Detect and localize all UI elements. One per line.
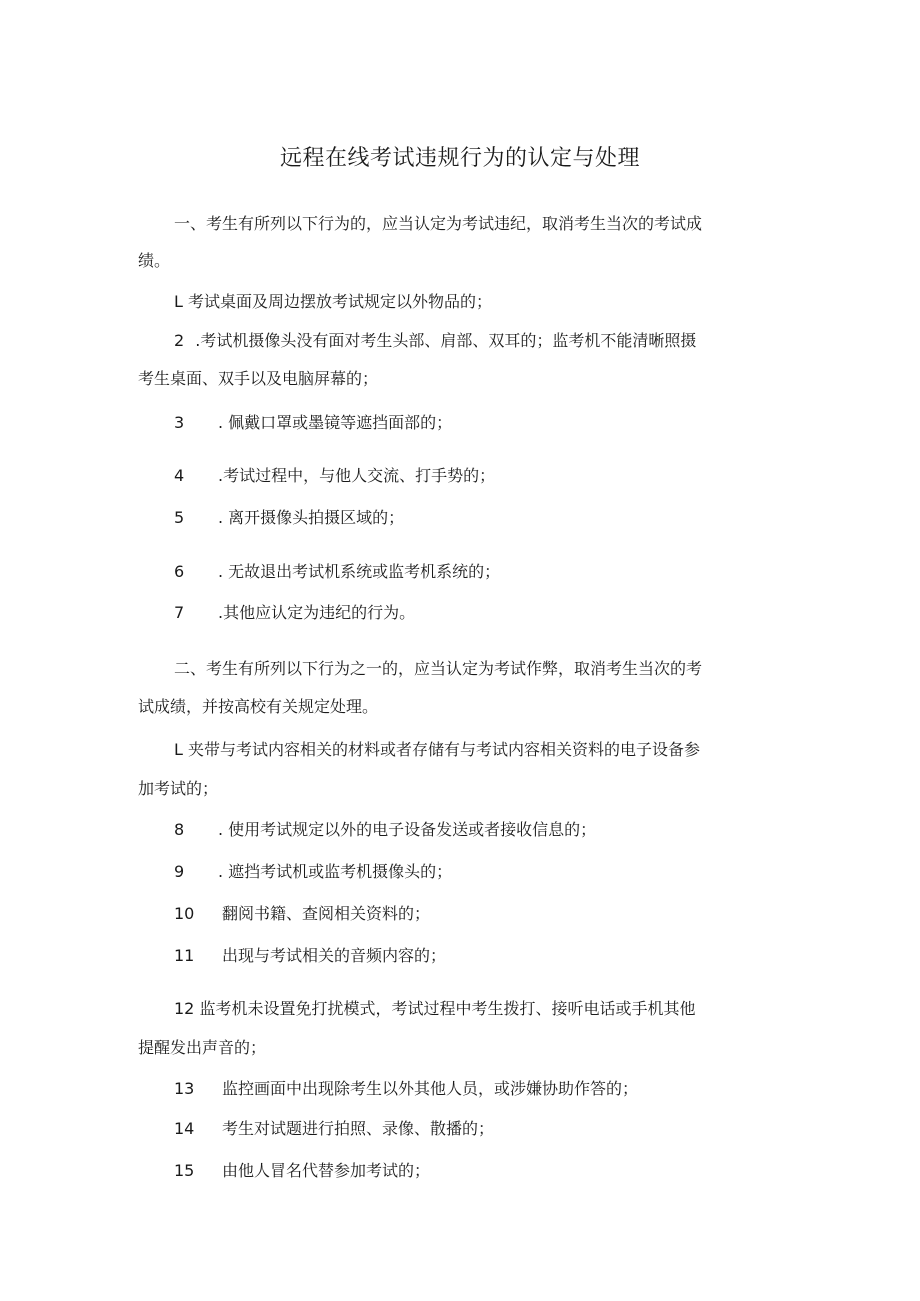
section1-item-2-continuation: 考生桌面、双手以及电脑屏幕的； bbox=[138, 369, 379, 388]
item-number: 10 bbox=[174, 904, 195, 923]
item-text: 监控画面中出现除考生以外其他人员，或涉嫌协助作答的； bbox=[222, 1079, 639, 1098]
item-text: .考试机摄像头没有面对考生头部、肩部、双耳的；监考机不能清晰照摄 bbox=[195, 331, 697, 350]
item-number: 7 bbox=[174, 603, 185, 622]
item-number: 6 bbox=[174, 562, 185, 581]
section2-item-1-continuation: 加考试的； bbox=[138, 779, 219, 798]
item-number: 8 bbox=[174, 820, 185, 839]
item-number: 12 bbox=[174, 999, 195, 1018]
section2-intro-line1: 二、考生有所列以下行为之一的，应当认定为考试作弊，取消考生当次的考 bbox=[174, 659, 703, 678]
item-number: 2 bbox=[174, 331, 185, 350]
item-text: .考试过程中，与他人交流、打手势的； bbox=[218, 466, 496, 485]
item-number: 14 bbox=[174, 1119, 195, 1138]
item-text: . 遮挡考试机或监考机摄像头的； bbox=[218, 862, 453, 881]
section1-intro-line1: 一、考生有所列以下行为的，应当认定为考试违纪，取消考生当次的考试成 bbox=[174, 214, 703, 233]
section2-intro-line2: 试成绩，并按高校有关规定处理。 bbox=[138, 697, 379, 716]
section1-item-2 bbox=[174, 326, 696, 356]
item-number: 4 bbox=[174, 466, 185, 485]
section2-item-1 bbox=[174, 735, 700, 765]
item-text: .其他应认定为违纪的行为。 bbox=[218, 603, 416, 622]
item-number: L bbox=[174, 292, 183, 311]
item-number: 13 bbox=[174, 1079, 195, 1098]
item-text: 由他人冒名代替参加考试的； bbox=[222, 1161, 431, 1180]
item-number: 5 bbox=[174, 508, 185, 527]
section2-item-12 bbox=[174, 994, 695, 1024]
item-text: 翻阅书籍、查阅相关资料的； bbox=[222, 904, 431, 923]
page-title: 远程在线考试违规行为的认定与处理 bbox=[279, 146, 640, 171]
item-number: L bbox=[174, 740, 183, 759]
item-text: . 无故退出考试机系统或监考机系统的； bbox=[218, 562, 501, 581]
item-text: 考生对试题进行拍照、录像、散播的； bbox=[222, 1119, 495, 1138]
item-number: 11 bbox=[174, 946, 195, 965]
section1-item-1 bbox=[174, 287, 492, 317]
item-text: . 佩戴口罩或墨镜等遮挡面部的； bbox=[218, 413, 453, 432]
item-text: 监考机未设置免打扰模式，考试过程中考生拨打、接听电话或手机其他 bbox=[199, 999, 696, 1018]
item-text: 夹带与考试内容相关的材料或者存储有与考试内容相关资料的电子设备参 bbox=[188, 740, 701, 759]
item-text: . 使用考试规定以外的电子设备发送或者接收信息的； bbox=[218, 820, 597, 839]
item-number: 15 bbox=[174, 1161, 195, 1180]
section1-intro-line2: 绩。 bbox=[138, 251, 171, 270]
item-text: . 离开摄像头拍摄区域的； bbox=[218, 508, 405, 527]
item-number: 9 bbox=[174, 862, 185, 881]
item-text: 考试桌面及周边摆放考试规定以外物品的； bbox=[188, 292, 493, 311]
item-number: 3 bbox=[174, 413, 185, 432]
item-text: 出现与考试相关的音频内容的； bbox=[222, 946, 447, 965]
section2-item-12-continuation: 提醒发出声音的； bbox=[138, 1038, 267, 1057]
